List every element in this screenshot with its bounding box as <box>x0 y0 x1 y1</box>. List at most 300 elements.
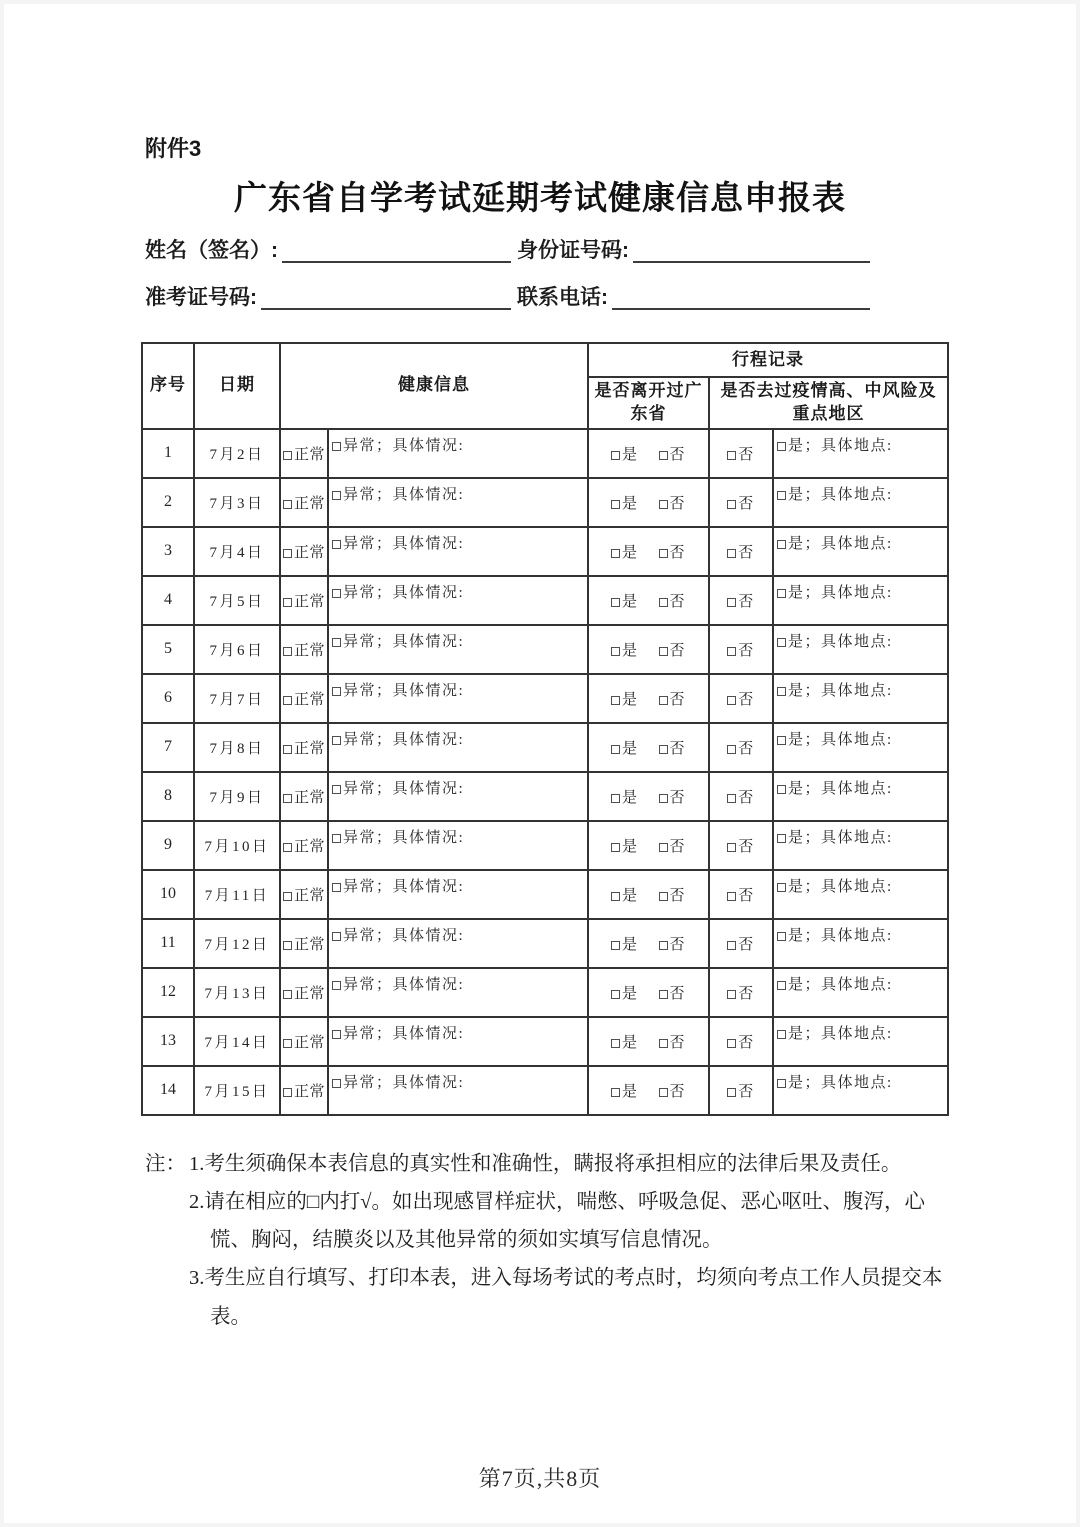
risk-no-label: 否 <box>738 495 755 512</box>
left-no-checkbox-icon[interactable] <box>659 990 668 999</box>
normal-checkbox-icon[interactable] <box>283 990 292 999</box>
left-guangdong-cell <box>588 674 709 723</box>
normal-label: 正常 <box>293 985 325 1002</box>
risk-no-cell <box>709 478 773 527</box>
risk-yes-place-cell <box>773 576 948 625</box>
abnormal-label: 异常；具体情况: <box>343 780 465 797</box>
abnormal-checkbox-icon[interactable] <box>332 491 341 500</box>
date-cell: 7月9日 <box>194 772 280 821</box>
date-cell: 7月3日 <box>194 478 280 527</box>
header-trip-record: 行程记录 <box>588 343 948 377</box>
abnormal-label: 异常；具体情况: <box>343 584 465 601</box>
risk-no-label: 否 <box>738 593 755 610</box>
risk-yes-checkbox-icon[interactable] <box>777 638 786 647</box>
left-no-checkbox-icon[interactable] <box>659 500 668 509</box>
abnormal-label: 异常；具体情况: <box>343 535 465 552</box>
left-yes-checkbox-icon[interactable] <box>611 598 620 607</box>
risk-no-label: 否 <box>738 985 755 1002</box>
health-abnormal-cell <box>328 1066 588 1115</box>
seq-cell: 13 <box>142 1017 194 1066</box>
left-guangdong-cell <box>588 919 709 968</box>
left-no-checkbox-icon[interactable] <box>659 794 668 803</box>
risk-yes-place-cell <box>773 870 948 919</box>
left-yes-checkbox-icon[interactable] <box>611 1088 620 1097</box>
date-cell: 7月6日 <box>194 625 280 674</box>
left-yes-checkbox-icon[interactable] <box>611 549 620 558</box>
table-row <box>142 527 948 576</box>
health-normal-cell <box>280 527 328 576</box>
left-no-label: 否 <box>669 544 687 561</box>
normal-checkbox-icon[interactable] <box>283 598 292 607</box>
table-row <box>142 919 948 968</box>
date-cell: 7月15日 <box>194 1066 280 1115</box>
header-left-guangdong: 是否离开过广东省 <box>588 377 709 429</box>
abnormal-checkbox-icon[interactable] <box>332 540 341 549</box>
left-yes-label: 是 <box>621 740 639 757</box>
risk-yes-label: 是；具体地点: <box>788 486 893 503</box>
normal-label: 正常 <box>293 887 325 904</box>
table-row <box>142 478 948 527</box>
risk-no-label: 否 <box>738 936 755 953</box>
risk-yes-checkbox-icon[interactable] <box>777 589 786 598</box>
abnormal-label: 异常；具体情况: <box>343 1025 465 1042</box>
normal-checkbox-icon[interactable] <box>283 843 292 852</box>
left-yes-label: 是 <box>621 1034 639 1051</box>
risk-no-label: 否 <box>738 838 755 855</box>
health-normal-cell <box>280 429 328 478</box>
left-yes-label: 是 <box>621 985 639 1002</box>
abnormal-checkbox-icon[interactable] <box>332 932 341 941</box>
normal-checkbox-icon[interactable] <box>283 451 292 460</box>
left-guangdong-cell <box>588 429 709 478</box>
normal-checkbox-icon[interactable] <box>283 500 292 509</box>
abnormal-label: 异常；具体情况: <box>343 878 465 895</box>
normal-checkbox-icon[interactable] <box>283 549 292 558</box>
left-no-label: 否 <box>669 495 687 512</box>
risk-no-label: 否 <box>738 642 755 659</box>
risk-no-cell <box>709 429 773 478</box>
left-yes-label: 是 <box>621 593 639 610</box>
notes-section <box>145 1145 945 1336</box>
risk-yes-checkbox-icon[interactable] <box>777 491 786 500</box>
risk-yes-place-cell <box>773 1017 948 1066</box>
normal-label: 正常 <box>293 593 325 610</box>
normal-checkbox-icon[interactable] <box>283 1039 292 1048</box>
abnormal-checkbox-icon[interactable] <box>332 785 341 794</box>
risk-yes-checkbox-icon[interactable] <box>777 540 786 549</box>
left-guangdong-cell <box>588 968 709 1017</box>
table-row <box>142 821 948 870</box>
normal-label: 正常 <box>293 1083 325 1100</box>
left-yes-label: 是 <box>621 887 639 904</box>
notes-label: 注： <box>145 1153 186 1175</box>
risk-yes-label: 是；具体地点: <box>788 780 893 797</box>
left-no-label: 否 <box>669 642 687 659</box>
seq-cell: 6 <box>142 674 194 723</box>
left-yes-checkbox-icon[interactable] <box>611 696 620 705</box>
normal-checkbox-icon[interactable] <box>283 892 292 901</box>
seq-cell: 9 <box>142 821 194 870</box>
page-title: 广东省自学考试延期考试健康信息申报表 <box>234 179 846 216</box>
left-yes-checkbox-icon[interactable] <box>611 794 620 803</box>
left-no-checkbox-icon[interactable] <box>659 1088 668 1097</box>
date-cell: 7月2日 <box>194 429 280 478</box>
date-cell: 7月11日 <box>194 870 280 919</box>
health-abnormal-cell <box>328 772 588 821</box>
left-no-label: 否 <box>669 446 687 463</box>
phone-label: 联系电话: <box>517 286 608 309</box>
health-normal-cell <box>280 576 328 625</box>
left-yes-checkbox-icon[interactable] <box>611 941 620 950</box>
risk-no-checkbox-icon[interactable] <box>727 598 736 607</box>
left-no-checkbox-icon[interactable] <box>659 549 668 558</box>
left-no-checkbox-icon[interactable] <box>659 843 668 852</box>
left-guangdong-cell <box>588 576 709 625</box>
seq-cell: 7 <box>142 723 194 772</box>
exam-number-label: 准考证号码: <box>145 286 257 309</box>
abnormal-label: 异常；具体情况: <box>343 437 465 454</box>
risk-yes-checkbox-icon[interactable] <box>777 687 786 696</box>
left-yes-label: 是 <box>621 1083 639 1100</box>
risk-no-checkbox-icon[interactable] <box>727 696 736 705</box>
risk-no-checkbox-icon[interactable] <box>727 500 736 509</box>
document-page <box>4 4 1076 1523</box>
risk-yes-checkbox-icon[interactable] <box>777 883 786 892</box>
risk-yes-checkbox-icon[interactable] <box>777 834 786 843</box>
id-number-blank-line[interactable] <box>633 237 870 263</box>
normal-checkbox-icon[interactable] <box>283 941 292 950</box>
normal-checkbox-icon[interactable] <box>283 696 292 705</box>
risk-no-label: 否 <box>738 544 755 561</box>
abnormal-checkbox-icon[interactable] <box>332 1079 341 1088</box>
risk-yes-checkbox-icon[interactable] <box>777 1079 786 1088</box>
health-normal-cell <box>280 1066 328 1115</box>
normal-label: 正常 <box>293 544 325 561</box>
health-normal-cell <box>280 821 328 870</box>
risk-yes-label: 是；具体地点: <box>788 633 893 650</box>
risk-yes-label: 是；具体地点: <box>788 437 893 454</box>
exam-number-blank-line[interactable] <box>261 284 511 310</box>
left-no-label: 否 <box>669 740 687 757</box>
risk-yes-label: 是；具体地点: <box>788 878 893 895</box>
table-row <box>142 1066 948 1115</box>
health-normal-cell <box>280 772 328 821</box>
risk-no-cell <box>709 527 773 576</box>
seq-cell: 3 <box>142 527 194 576</box>
normal-label: 正常 <box>293 446 325 463</box>
table-row <box>142 870 948 919</box>
abnormal-checkbox-icon[interactable] <box>332 1030 341 1039</box>
health-normal-cell <box>280 625 328 674</box>
abnormal-checkbox-icon[interactable] <box>332 834 341 843</box>
left-guangdong-cell <box>588 821 709 870</box>
health-abnormal-cell <box>328 968 588 1017</box>
date-cell: 7月10日 <box>194 821 280 870</box>
abnormal-checkbox-icon[interactable] <box>332 589 341 598</box>
table-row <box>142 429 948 478</box>
name-signature-label: 姓名（签名）: <box>145 239 278 262</box>
table-row <box>142 1017 948 1066</box>
abnormal-label: 异常；具体情况: <box>343 682 465 699</box>
left-yes-label: 是 <box>621 495 639 512</box>
seq-cell: 1 <box>142 429 194 478</box>
risk-no-label: 否 <box>738 446 755 463</box>
risk-no-cell <box>709 870 773 919</box>
risk-yes-place-cell <box>773 821 948 870</box>
left-yes-label: 是 <box>621 789 639 806</box>
table-row <box>142 674 948 723</box>
left-guangdong-cell <box>588 1066 709 1115</box>
left-no-checkbox-icon[interactable] <box>659 941 668 950</box>
risk-no-checkbox-icon[interactable] <box>727 549 736 558</box>
date-cell: 7月5日 <box>194 576 280 625</box>
health-abnormal-cell <box>328 821 588 870</box>
risk-yes-place-cell <box>773 772 948 821</box>
risk-yes-label: 是；具体地点: <box>788 976 893 993</box>
id-number-label: 身份证号码: <box>517 239 629 262</box>
risk-yes-label: 是；具体地点: <box>788 731 893 748</box>
date-cell: 7月12日 <box>194 919 280 968</box>
left-yes-checkbox-icon[interactable] <box>611 500 620 509</box>
risk-no-checkbox-icon[interactable] <box>727 843 736 852</box>
health-normal-cell <box>280 674 328 723</box>
risk-yes-label: 是；具体地点: <box>788 535 893 552</box>
risk-no-checkbox-icon[interactable] <box>727 647 736 656</box>
abnormal-label: 异常；具体情况: <box>343 927 465 944</box>
risk-yes-checkbox-icon[interactable] <box>777 932 786 941</box>
table-row <box>142 723 948 772</box>
seq-cell: 2 <box>142 478 194 527</box>
risk-no-cell <box>709 625 773 674</box>
risk-yes-label: 是；具体地点: <box>788 1025 893 1042</box>
risk-yes-label: 是；具体地点: <box>788 682 893 699</box>
abnormal-label: 异常；具体情况: <box>343 1074 465 1091</box>
risk-no-checkbox-icon[interactable] <box>727 451 736 460</box>
normal-checkbox-icon[interactable] <box>283 647 292 656</box>
abnormal-label: 异常；具体情况: <box>343 486 465 503</box>
normal-label: 正常 <box>293 642 325 659</box>
risk-yes-checkbox-icon[interactable] <box>777 442 786 451</box>
abnormal-label: 异常；具体情况: <box>343 633 465 650</box>
table-row <box>142 576 948 625</box>
left-no-label: 否 <box>669 936 687 953</box>
date-cell: 7月7日 <box>194 674 280 723</box>
left-no-label: 否 <box>669 985 687 1002</box>
risk-yes-checkbox-icon[interactable] <box>777 736 786 745</box>
left-no-checkbox-icon[interactable] <box>659 745 668 754</box>
risk-yes-place-cell <box>773 527 948 576</box>
date-cell: 7月14日 <box>194 1017 280 1066</box>
risk-yes-label: 是；具体地点: <box>788 584 893 601</box>
note-item-2: 2.请在相应的□内打√。如出现感冒样症状，喘憋、呼吸急促、恶心呕吐、腹泻，心慌、胸闷，结膜炎以及其他异常的须如实填写信息情况。 <box>189 1191 926 1252</box>
seq-cell: 5 <box>142 625 194 674</box>
left-no-label: 否 <box>669 691 687 708</box>
left-yes-checkbox-icon[interactable] <box>611 990 620 999</box>
risk-no-checkbox-icon[interactable] <box>727 892 736 901</box>
left-yes-label: 是 <box>621 838 639 855</box>
risk-no-checkbox-icon[interactable] <box>727 794 736 803</box>
seq-cell: 8 <box>142 772 194 821</box>
header-date: 日期 <box>194 343 280 429</box>
risk-no-checkbox-icon[interactable] <box>727 745 736 754</box>
risk-no-label: 否 <box>738 887 755 904</box>
note-item-1: 1.考生须确保本表信息的真实性和准确性，瞒报将承担相应的法律后果及责任。 <box>189 1153 902 1175</box>
health-abnormal-cell <box>328 527 588 576</box>
health-abnormal-cell <box>328 723 588 772</box>
risk-yes-label: 是；具体地点: <box>788 829 893 846</box>
risk-yes-label: 是；具体地点: <box>788 927 893 944</box>
left-guangdong-cell <box>588 478 709 527</box>
left-yes-checkbox-icon[interactable] <box>611 892 620 901</box>
risk-yes-place-cell <box>773 968 948 1017</box>
risk-no-label: 否 <box>738 789 755 806</box>
left-yes-checkbox-icon[interactable] <box>611 647 620 656</box>
left-no-label: 否 <box>669 1034 687 1051</box>
left-yes-label: 是 <box>621 544 639 561</box>
seq-cell: 11 <box>142 919 194 968</box>
abnormal-checkbox-icon[interactable] <box>332 687 341 696</box>
health-normal-cell <box>280 968 328 1017</box>
left-no-checkbox-icon[interactable] <box>659 647 668 656</box>
page-number: 第7页,共8页 <box>478 1466 602 1491</box>
left-yes-label: 是 <box>621 642 639 659</box>
abnormal-checkbox-icon[interactable] <box>332 736 341 745</box>
risk-no-label: 否 <box>738 691 755 708</box>
normal-label: 正常 <box>293 691 325 708</box>
normal-label: 正常 <box>293 936 325 953</box>
normal-label: 正常 <box>293 495 325 512</box>
abnormal-checkbox-icon[interactable] <box>332 981 341 990</box>
table-row <box>142 625 948 674</box>
risk-yes-checkbox-icon[interactable] <box>777 785 786 794</box>
seq-cell: 4 <box>142 576 194 625</box>
normal-label: 正常 <box>293 789 325 806</box>
health-normal-cell <box>280 870 328 919</box>
risk-no-cell <box>709 1066 773 1115</box>
risk-yes-place-cell <box>773 625 948 674</box>
left-no-checkbox-icon[interactable] <box>659 892 668 901</box>
left-yes-checkbox-icon[interactable] <box>611 745 620 754</box>
health-normal-cell <box>280 723 328 772</box>
table-row <box>142 772 948 821</box>
seq-cell: 12 <box>142 968 194 1017</box>
risk-no-cell <box>709 919 773 968</box>
abnormal-checkbox-icon[interactable] <box>332 442 341 451</box>
date-cell: 7月13日 <box>194 968 280 1017</box>
risk-no-checkbox-icon[interactable] <box>727 941 736 950</box>
risk-no-checkbox-icon[interactable] <box>727 990 736 999</box>
risk-no-cell <box>709 674 773 723</box>
risk-no-label: 否 <box>738 740 755 757</box>
left-no-checkbox-icon[interactable] <box>659 696 668 705</box>
risk-yes-place-cell <box>773 429 948 478</box>
left-no-checkbox-icon[interactable] <box>659 1039 668 1048</box>
left-no-label: 否 <box>669 1083 687 1100</box>
left-guangdong-cell <box>588 527 709 576</box>
left-yes-checkbox-icon[interactable] <box>611 451 620 460</box>
abnormal-checkbox-icon[interactable] <box>332 883 341 892</box>
risk-yes-label: 是；具体地点: <box>788 1074 893 1091</box>
risk-no-cell <box>709 968 773 1017</box>
left-yes-label: 是 <box>621 446 639 463</box>
health-abnormal-cell <box>328 1017 588 1066</box>
left-yes-label: 是 <box>621 936 639 953</box>
health-abnormal-cell <box>328 478 588 527</box>
normal-label: 正常 <box>293 1034 325 1051</box>
risk-no-checkbox-icon[interactable] <box>727 1088 736 1097</box>
left-no-checkbox-icon[interactable] <box>659 451 668 460</box>
normal-checkbox-icon[interactable] <box>283 745 292 754</box>
field-row-examno-phone <box>145 281 870 311</box>
risk-no-cell <box>709 772 773 821</box>
health-abnormal-cell <box>328 429 588 478</box>
left-guangdong-cell <box>588 723 709 772</box>
health-abnormal-cell <box>328 576 588 625</box>
risk-no-checkbox-icon[interactable] <box>727 1039 736 1048</box>
left-guangdong-cell <box>588 625 709 674</box>
seq-cell: 10 <box>142 870 194 919</box>
left-no-label: 否 <box>669 838 687 855</box>
health-abnormal-cell <box>328 870 588 919</box>
risk-no-label: 否 <box>738 1034 755 1051</box>
risk-yes-checkbox-icon[interactable] <box>777 981 786 990</box>
name-blank-line[interactable] <box>282 237 511 263</box>
left-no-checkbox-icon[interactable] <box>659 598 668 607</box>
health-declaration-table <box>141 342 949 1116</box>
table-row <box>142 968 948 1017</box>
risk-no-cell <box>709 723 773 772</box>
health-abnormal-cell <box>328 625 588 674</box>
risk-no-label: 否 <box>738 1083 755 1100</box>
risk-yes-place-cell <box>773 919 948 968</box>
risk-yes-checkbox-icon[interactable] <box>777 1030 786 1039</box>
left-yes-label: 是 <box>621 691 639 708</box>
normal-checkbox-icon[interactable] <box>283 794 292 803</box>
date-cell: 7月8日 <box>194 723 280 772</box>
note-item-3: 3.考生应自行填写、打印本表，进入每场考试的考点时，均须向考点工作人员提交本表。 <box>189 1267 943 1328</box>
health-normal-cell <box>280 478 328 527</box>
health-abnormal-cell <box>328 919 588 968</box>
left-guangdong-cell <box>588 772 709 821</box>
seq-cell: 14 <box>142 1066 194 1115</box>
abnormal-label: 异常；具体情况: <box>343 829 465 846</box>
abnormal-label: 异常；具体情况: <box>343 976 465 993</box>
header-health-info: 健康信息 <box>280 343 588 429</box>
risk-yes-place-cell <box>773 478 948 527</box>
normal-label: 正常 <box>293 740 325 757</box>
left-guangdong-cell <box>588 870 709 919</box>
health-normal-cell <box>280 1017 328 1066</box>
header-seq: 序号 <box>142 343 194 429</box>
risk-yes-place-cell <box>773 1066 948 1115</box>
date-cell: 7月4日 <box>194 527 280 576</box>
risk-yes-place-cell <box>773 723 948 772</box>
normal-checkbox-icon[interactable] <box>283 1088 292 1097</box>
risk-no-cell <box>709 576 773 625</box>
left-no-label: 否 <box>669 789 687 806</box>
health-abnormal-cell <box>328 674 588 723</box>
normal-label: 正常 <box>293 838 325 855</box>
left-yes-checkbox-icon[interactable] <box>611 843 620 852</box>
abnormal-checkbox-icon[interactable] <box>332 638 341 647</box>
phone-blank-line[interactable] <box>612 284 870 310</box>
risk-yes-place-cell <box>773 674 948 723</box>
left-no-label: 否 <box>669 593 687 610</box>
abnormal-label: 异常；具体情况: <box>343 731 465 748</box>
left-guangdong-cell <box>588 1017 709 1066</box>
risk-no-cell <box>709 821 773 870</box>
left-yes-checkbox-icon[interactable] <box>611 1039 620 1048</box>
